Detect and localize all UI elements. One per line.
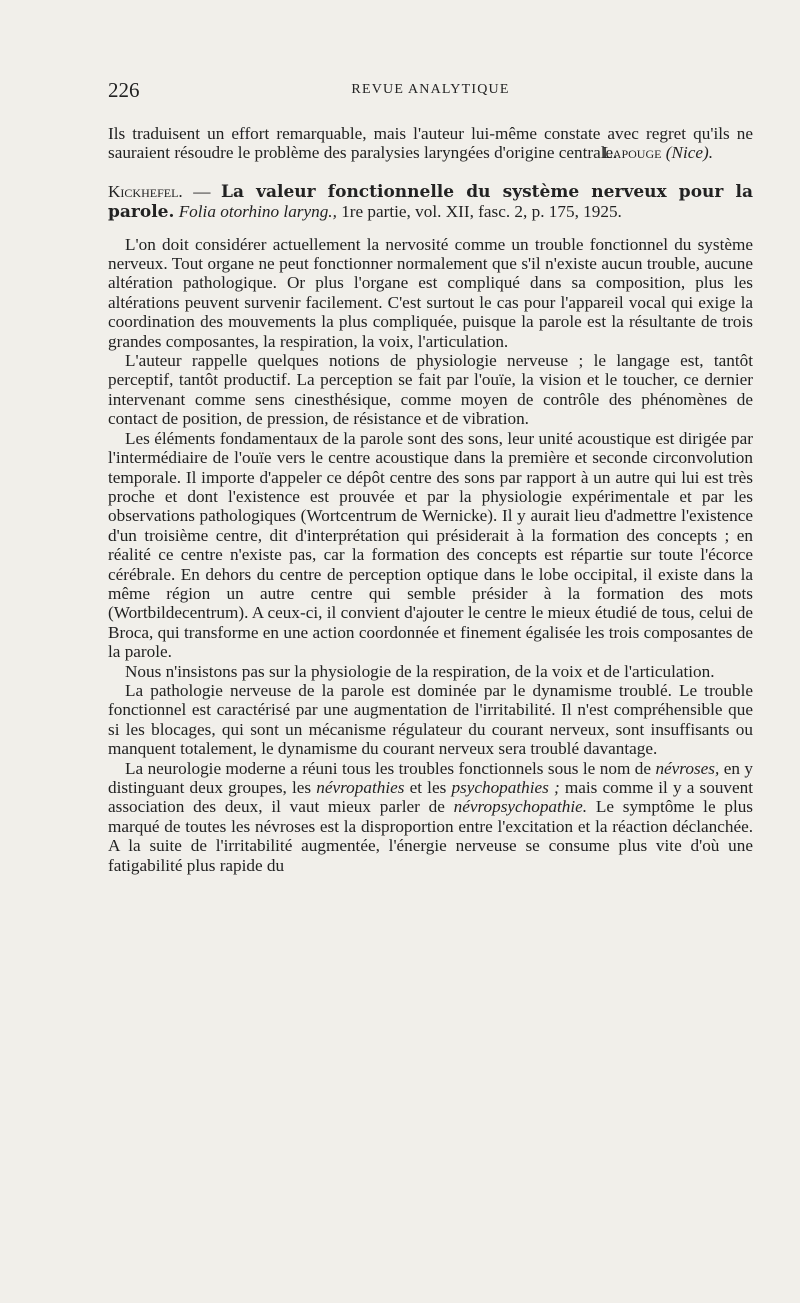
review-heading: [108, 182, 753, 223]
running-head: REVUE ANALYTIQUE: [351, 82, 510, 97]
review-paragraph: L'auteur rappelle quelques notions de physiologie nerveuse ; le langage est, tantôt perceptif, tantôt productif. La perception se fait par l'ouïe, la vision et le toucher, ce dernier intervenant comme sens cinesthésique, comme moyen de contrôle des phénomènes de contact de position, de pression, de résistance et de vibration.: [108, 351, 753, 429]
review-citation: 1re partie, vol. XII, fasc. 2, p. 175, 1925.: [336, 202, 622, 222]
reviewer-name: Lapouge: [602, 143, 662, 163]
term-nevropathies: névropathies: [316, 778, 405, 798]
previous-review-text: Ils traduisent un effort remarquable, mais l'auteur lui-même constate avec regret qu'ils ne sauraient résoudre le problème des paralysies laryngées d'origine centrale.: [108, 124, 753, 163]
review-paragraph: Nous n'insistons pas sur la physiologie de la respiration, de la voix et de l'articulation.: [125, 661, 715, 681]
review-dash: —: [182, 181, 221, 201]
page-content: [108, 124, 753, 875]
reviewer-place: (Nice).: [665, 143, 713, 163]
term-nevroses: névroses,: [655, 758, 720, 778]
review-paragraph: La neurologie moderne a réuni tous les troubles fonctionnels sous le nom de névroses, en y distinguant deux groupes, les névropathies et les psychopathies ; mais comme il y a souvent association des deux, il vaut mieux parler de névropsychopathie. Le symptôme le plus marqué de toutes les névroses est la disproportion entre l'excitation et la réaction déclanchée. A la suite de l'irritabilité augmentée, l'énergie nerveuse se consume plus vite d'où une fatigabilité plus rapide du: [108, 758, 754, 875]
review-title: La valeur fonctionnelle du système nerveux pour la parole.: [108, 181, 753, 223]
page-number: 226: [108, 78, 140, 102]
term-psychopathies: psychopathies ;: [451, 778, 560, 798]
review-journal: Folia otorhino laryng.,: [178, 202, 337, 222]
review-author: Kickhefel.: [108, 181, 183, 201]
review-paragraph: L'on doit considérer actuellement la nervosité comme un trouble fonctionnel du système nerveux. Tout organe ne peut fonctionner normalement que s'il n'existe aucun trouble, aucune altération pathologique. Or plus l'organe est compliqué dans sa composition, plus les altérations peuvent survenir facilement. C'est surtout le cas pour l'appareil vocal qui exige la coordination des mouvements la plus compliquée, puisque la parole est la résultante de trois grandes composantes, la respiration, la voix, l'articulation.: [108, 234, 753, 351]
term-nevropsychopathie: névropsychopathie.: [453, 797, 588, 817]
page-header: [108, 78, 753, 102]
review-paragraph: Les éléments fondamentaux de la parole sont des sons, leur unité acoustique est dirigée par l'intermédiaire de l'ouïe vers le centre acoustique dans la première et seconde circonvolution temporale. Il importe d'appeler ce dépôt centre des sons par rapport à un autre qui lui est très proche et dont l'existence est prouvée et par la physiologie expérimentale et par les observations pathologiques (Wortcentrum de Wernicke). Il y aurait lieu d'admettre l'existence d'un troisième centre, dit d'interprétation qui présiderait à la formation des concepts ; en réalité ce centre n'existe pas, car la formation des concepts est répartie sur toute l'écorce cérébrale. En dehors du centre de perception optique dans le lobe occipital, il existe dans la même région un autre centre qui semble présider à la formation des mots (Wortbildecentrum). A ceux-ci, il convient d'ajouter le centre le mieux étudié de tous, celui de Broca, qui transforme en une action coordonnée et finement égalisée les trois composantes de la parole.: [108, 428, 753, 662]
review-paragraph: La pathologie nerveuse de la parole est dominée par le dynamisme troublé. Le trouble fonctionnel est caractérisé par une augmentation de l'irritabilité. Il n'est compréhensible que si les blocages, qui sont un mécanisme régulateur du courant nerveux, sont insuffisants ou manquent totalement, le dynamisme du courant nerveux sera troublé davantage.: [108, 680, 753, 759]
